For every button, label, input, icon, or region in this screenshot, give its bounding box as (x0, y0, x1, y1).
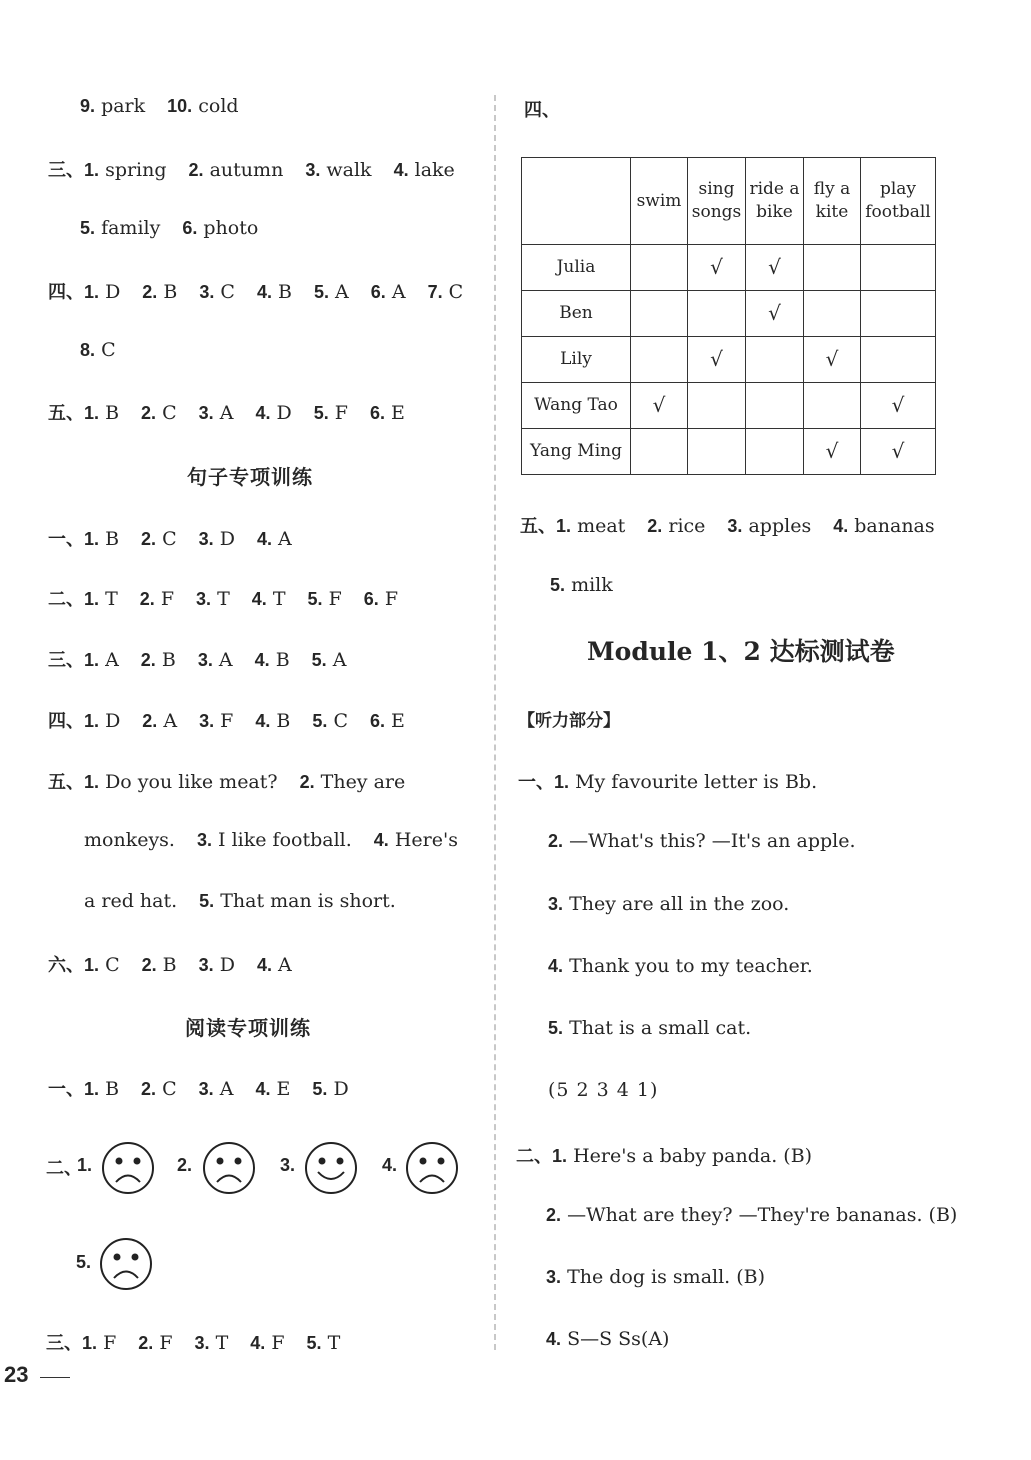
item-answer: C (105, 954, 120, 976)
item-number: 3. (196, 830, 212, 850)
item-number: 2. (138, 1333, 154, 1353)
item-number: 8. (80, 340, 96, 360)
item-number: 1. (84, 711, 100, 731)
item-number: 3. (199, 711, 215, 731)
item-answer: E (391, 402, 405, 424)
item-number: 3. (196, 589, 212, 609)
item-number: 4. (256, 529, 272, 549)
answer-line (48, 585, 420, 611)
answer-line (516, 1142, 834, 1168)
item-number: 1. (552, 1146, 568, 1166)
item-number: 3. (198, 955, 214, 975)
item-answer: A (278, 954, 292, 976)
table-row (522, 245, 936, 291)
item-number: 1. (84, 160, 100, 180)
order-answer: (5 2 3 4 1) (548, 1079, 659, 1101)
checkmark-icon: √ (652, 393, 666, 417)
item-number: 1. (82, 1333, 98, 1353)
item-answer: T (105, 588, 118, 610)
table-cell (688, 429, 746, 475)
item-number: 2. (142, 282, 158, 302)
item-answer: B (105, 528, 120, 550)
item-number: 4. (256, 955, 272, 975)
item-answer: D (333, 1078, 349, 1100)
table-cell (861, 337, 936, 383)
item-answer: A (332, 649, 347, 671)
question-prefix: 四、 (48, 282, 84, 302)
item-number: 5. (312, 711, 328, 731)
item-number: 5. (550, 575, 566, 595)
table-label: 四、 (524, 100, 560, 120)
page-number-dash (40, 1377, 70, 1378)
item-answer: F (384, 588, 398, 610)
checkmark-icon: √ (768, 301, 781, 325)
item-number: 1. (84, 589, 100, 609)
checkmark-icon: √ (768, 255, 781, 279)
item-answer: family (101, 217, 161, 239)
table-cell (631, 429, 688, 475)
answer-line (48, 399, 427, 425)
item-number: 6. (363, 589, 379, 609)
student-name: Ben (522, 291, 631, 337)
item-answer: lake (414, 159, 455, 181)
table-header-row (522, 158, 936, 245)
item-number: 4. (255, 1079, 271, 1099)
item-number: 9. (80, 96, 96, 116)
student-name: Wang Tao (522, 383, 631, 429)
item-answer: park (101, 95, 146, 117)
item-number: 2. (548, 831, 564, 851)
item-answer: rice (668, 515, 706, 537)
item-answer: My favourite letter is Bb. (575, 771, 818, 793)
answer-line (48, 278, 485, 304)
page-number: 23 (4, 1362, 29, 1387)
item-number: 4. (250, 1333, 266, 1353)
table-cell (688, 245, 746, 291)
item-answer: B (105, 402, 120, 424)
item-answer: F (334, 402, 348, 424)
item-answer: autumn (209, 159, 284, 181)
item-answer: F (159, 1332, 173, 1354)
table-corner (522, 158, 631, 245)
listening-heading: 【听力部分】 (518, 711, 620, 731)
item-number: 1. (84, 1079, 100, 1099)
question-prefix: 六、 (48, 955, 84, 975)
answer-line (84, 890, 418, 912)
face-number: 1. (77, 1155, 93, 1175)
item-answer: E (276, 1078, 291, 1100)
checkmark-icon: √ (710, 347, 723, 371)
item-answer: F (103, 1332, 117, 1354)
table-row (522, 291, 936, 337)
item-number: 5. (306, 1333, 322, 1353)
item-number: 3. (548, 894, 564, 914)
table-cell (631, 337, 688, 383)
item-number: 4. (251, 589, 267, 609)
item-number: 7. (427, 282, 443, 302)
answer-line (48, 646, 368, 672)
answer-line (546, 1328, 691, 1350)
question-prefix: 五、 (48, 772, 84, 792)
item-number: 6. (370, 282, 386, 302)
item-answer: Here's (394, 829, 458, 851)
face-number: 3. (280, 1155, 296, 1175)
item-answer: T (217, 588, 230, 610)
answer-line (80, 217, 280, 239)
item-answer: C (333, 710, 348, 732)
question-prefix: 四、 (48, 711, 84, 731)
item-number: 5. (199, 891, 215, 911)
question-prefix: 三、 (48, 160, 84, 180)
item-answer: They are (320, 771, 406, 793)
item-answer: —What are they? —They're bananas. (B) (567, 1204, 958, 1226)
item-answer: C (101, 339, 116, 361)
item-number: 3. (198, 1079, 214, 1099)
item-number: 1. (84, 650, 100, 670)
item-number: 4. (255, 403, 271, 423)
checkmark-icon: √ (710, 255, 723, 279)
item-answer: milk (571, 574, 613, 596)
item-answer: D (105, 281, 121, 303)
item-number: 5. (311, 650, 327, 670)
item-answer: D (219, 954, 235, 976)
item-answer: I like football. (218, 829, 352, 851)
module-title: Module 1、2 达标测试卷 (587, 637, 895, 666)
item-number: 2. (188, 160, 204, 180)
table-cell (631, 245, 688, 291)
item-number: 3. (546, 1267, 562, 1287)
answer-line (48, 707, 427, 733)
item-answer: F (271, 1332, 285, 1354)
answer-line (546, 1204, 979, 1226)
table-cell (688, 337, 746, 383)
table-cell (861, 291, 936, 337)
answer-line (550, 574, 635, 596)
item-answer: Thank you to my teacher. (569, 955, 813, 977)
item-answer: B (163, 281, 178, 303)
answer-line (548, 830, 878, 852)
sad-face-icon (100, 1140, 156, 1196)
happy-face-icon (303, 1140, 359, 1196)
item-number: 3. (199, 282, 215, 302)
item-number: 3. (198, 529, 214, 549)
item-number: 3. (305, 160, 321, 180)
item-answer: apples (748, 515, 812, 537)
item-number: 3. (198, 403, 214, 423)
face-number: 4. (382, 1155, 398, 1175)
question-prefix: 一、 (48, 529, 84, 549)
item-number: 6. (369, 711, 385, 731)
question-prefix: 二、 (516, 1146, 552, 1166)
item-answer: F (160, 588, 174, 610)
student-name: Julia (522, 245, 631, 291)
item-number: 1. (556, 516, 572, 536)
answer-prefix: 二、 (46, 1158, 82, 1178)
answer-line (80, 95, 261, 117)
item-answer: C (448, 281, 464, 303)
table-cell (804, 291, 861, 337)
item-number: 1. (84, 403, 100, 423)
item-answer: walk (326, 159, 372, 181)
checkmark-icon: √ (891, 439, 905, 463)
item-answer: meat (577, 515, 626, 537)
item-number: 1. (84, 772, 100, 792)
item-answer: B (105, 1078, 120, 1100)
item-answer: monkeys. (84, 829, 175, 851)
checkmark-icon: √ (825, 439, 839, 463)
item-answer: That man is short. (220, 890, 396, 912)
student-name: Lily (522, 337, 631, 383)
item-answer: C (162, 528, 177, 550)
answer-line (84, 829, 480, 851)
question-prefix: 二、 (48, 589, 84, 609)
item-number: 3. (197, 650, 213, 670)
student-name: Yang Ming (522, 429, 631, 475)
item-answer: A (335, 281, 349, 303)
table-column-header: swim (631, 158, 688, 245)
answer-line (548, 955, 835, 977)
item-answer: A (278, 528, 292, 550)
item-answer: T (215, 1332, 229, 1354)
item-answer: B (276, 710, 291, 732)
section-heading-sentence: 句子专项训练 (187, 465, 313, 489)
answer-line (48, 951, 314, 977)
item-number: 5. (313, 282, 329, 302)
item-answer: B (275, 649, 290, 671)
table-cell (746, 383, 804, 429)
item-answer: That is a small cat. (569, 1017, 752, 1039)
item-number: 1. (84, 955, 100, 975)
answer-line (518, 768, 839, 794)
answer-line (48, 525, 314, 551)
item-number: 1. (84, 282, 100, 302)
item-answer: F (328, 588, 342, 610)
item-answer: They are all in the zoo. (569, 893, 790, 915)
item-answer: a red hat. (84, 890, 178, 912)
item-number: 2. (141, 403, 157, 423)
item-number: 2. (141, 1079, 157, 1099)
checkmark-icon: √ (825, 347, 839, 371)
item-answer: A (219, 402, 234, 424)
question-prefix: 一、 (518, 772, 554, 792)
table-row (522, 429, 936, 475)
answer-line (520, 512, 957, 538)
question-prefix: 一、 (48, 1079, 84, 1099)
item-answer: A (219, 1078, 234, 1100)
item-number: 2. (139, 589, 155, 609)
face-number: 2. (177, 1155, 193, 1175)
table-cell (746, 429, 804, 475)
item-answer: B (161, 649, 176, 671)
table-cell (804, 245, 861, 291)
item-number: 4. (393, 160, 409, 180)
item-answer: D (219, 528, 235, 550)
item-number: 10. (167, 96, 193, 116)
table-cell (746, 245, 804, 291)
table-row (522, 337, 936, 383)
answer-line (548, 1017, 773, 1039)
item-number: 1. (554, 772, 570, 792)
item-number: 2. (299, 772, 315, 792)
table-cell (746, 291, 804, 337)
item-answer: F (220, 710, 234, 732)
item-number: 2. (647, 516, 663, 536)
activity-table (521, 157, 936, 475)
item-number: 2. (142, 711, 158, 731)
item-number: 4. (254, 650, 270, 670)
item-answer: B (278, 281, 292, 303)
answer-line (548, 893, 811, 915)
item-answer: bananas (854, 515, 935, 537)
answer-line (80, 339, 138, 361)
item-answer: T (272, 588, 286, 610)
item-number: 4. (373, 830, 389, 850)
question-prefix: 三、 (46, 1333, 82, 1353)
table-cell (804, 429, 861, 475)
item-answer: C (162, 1078, 177, 1100)
sad-face-icon (404, 1140, 460, 1196)
item-answer: The dog is small. (B) (567, 1266, 766, 1288)
item-number: 5. (307, 589, 323, 609)
table-cell (688, 291, 746, 337)
table-cell (804, 337, 861, 383)
column-divider (494, 95, 496, 1350)
item-answer: photo (203, 217, 259, 239)
item-answer: E (391, 710, 405, 732)
sad-face-icon (201, 1140, 257, 1196)
table-cell (631, 383, 688, 429)
answer-line (48, 1075, 371, 1101)
item-number: 2. (140, 650, 156, 670)
answer-line (48, 768, 427, 794)
section-heading-reading: 阅读专项训练 (185, 1016, 311, 1040)
item-answer: Do you like meat? (105, 771, 278, 793)
question-prefix: 五、 (520, 516, 556, 536)
item-number: 2. (141, 529, 157, 549)
item-answer: spring (105, 159, 167, 181)
table-cell (804, 383, 861, 429)
item-number: 6. (182, 218, 198, 238)
item-number: 3. (194, 1333, 210, 1353)
table-column-header: fly a kite (804, 158, 861, 245)
item-number: 5. (312, 1079, 328, 1099)
answer-line (46, 1329, 362, 1355)
table-cell (861, 245, 936, 291)
item-answer: D (105, 710, 121, 732)
item-number: 1. (84, 529, 100, 549)
item-answer: A (105, 649, 119, 671)
item-number: 3. (727, 516, 743, 536)
question-prefix: 三、 (48, 650, 84, 670)
question-prefix: 五、 (48, 403, 84, 423)
sad-face-icon (98, 1236, 154, 1292)
answer-line (546, 1266, 787, 1288)
item-answer: A (218, 649, 233, 671)
item-answer: Here's a baby panda. (B) (573, 1145, 813, 1167)
face-number: 5. (76, 1252, 92, 1272)
item-answer: D (276, 402, 292, 424)
item-number: 2. (141, 955, 157, 975)
item-answer: T (327, 1332, 341, 1354)
item-answer: A (163, 710, 178, 732)
table-cell (631, 291, 688, 337)
item-number: 4. (546, 1329, 562, 1349)
table-column-header: play football (861, 158, 936, 245)
item-answer: cold (198, 95, 239, 117)
table-column-header: ride a bike (746, 158, 804, 245)
item-answer: C (162, 402, 177, 424)
table-cell (688, 383, 746, 429)
item-answer: S—S Ss(A) (567, 1328, 670, 1350)
item-answer: A (391, 281, 406, 303)
answer-line (48, 156, 477, 182)
table-cell (861, 383, 936, 429)
table-row (522, 383, 936, 429)
item-number: 5. (313, 403, 329, 423)
table-cell (861, 429, 936, 475)
item-number: 4. (548, 956, 564, 976)
table-cell (746, 337, 804, 383)
item-number: 6. (369, 403, 385, 423)
item-answer: C (220, 281, 235, 303)
item-number: 4. (833, 516, 849, 536)
item-number: 4. (255, 711, 271, 731)
item-answer: B (162, 954, 177, 976)
item-number: 2. (546, 1205, 562, 1225)
item-answer: —What's this? —It's an apple. (569, 830, 856, 852)
item-number: 5. (80, 218, 96, 238)
item-number: 4. (256, 282, 272, 302)
checkmark-icon: √ (891, 393, 905, 417)
item-number: 5. (548, 1018, 564, 1038)
table-column-header: sing songs (688, 158, 746, 245)
